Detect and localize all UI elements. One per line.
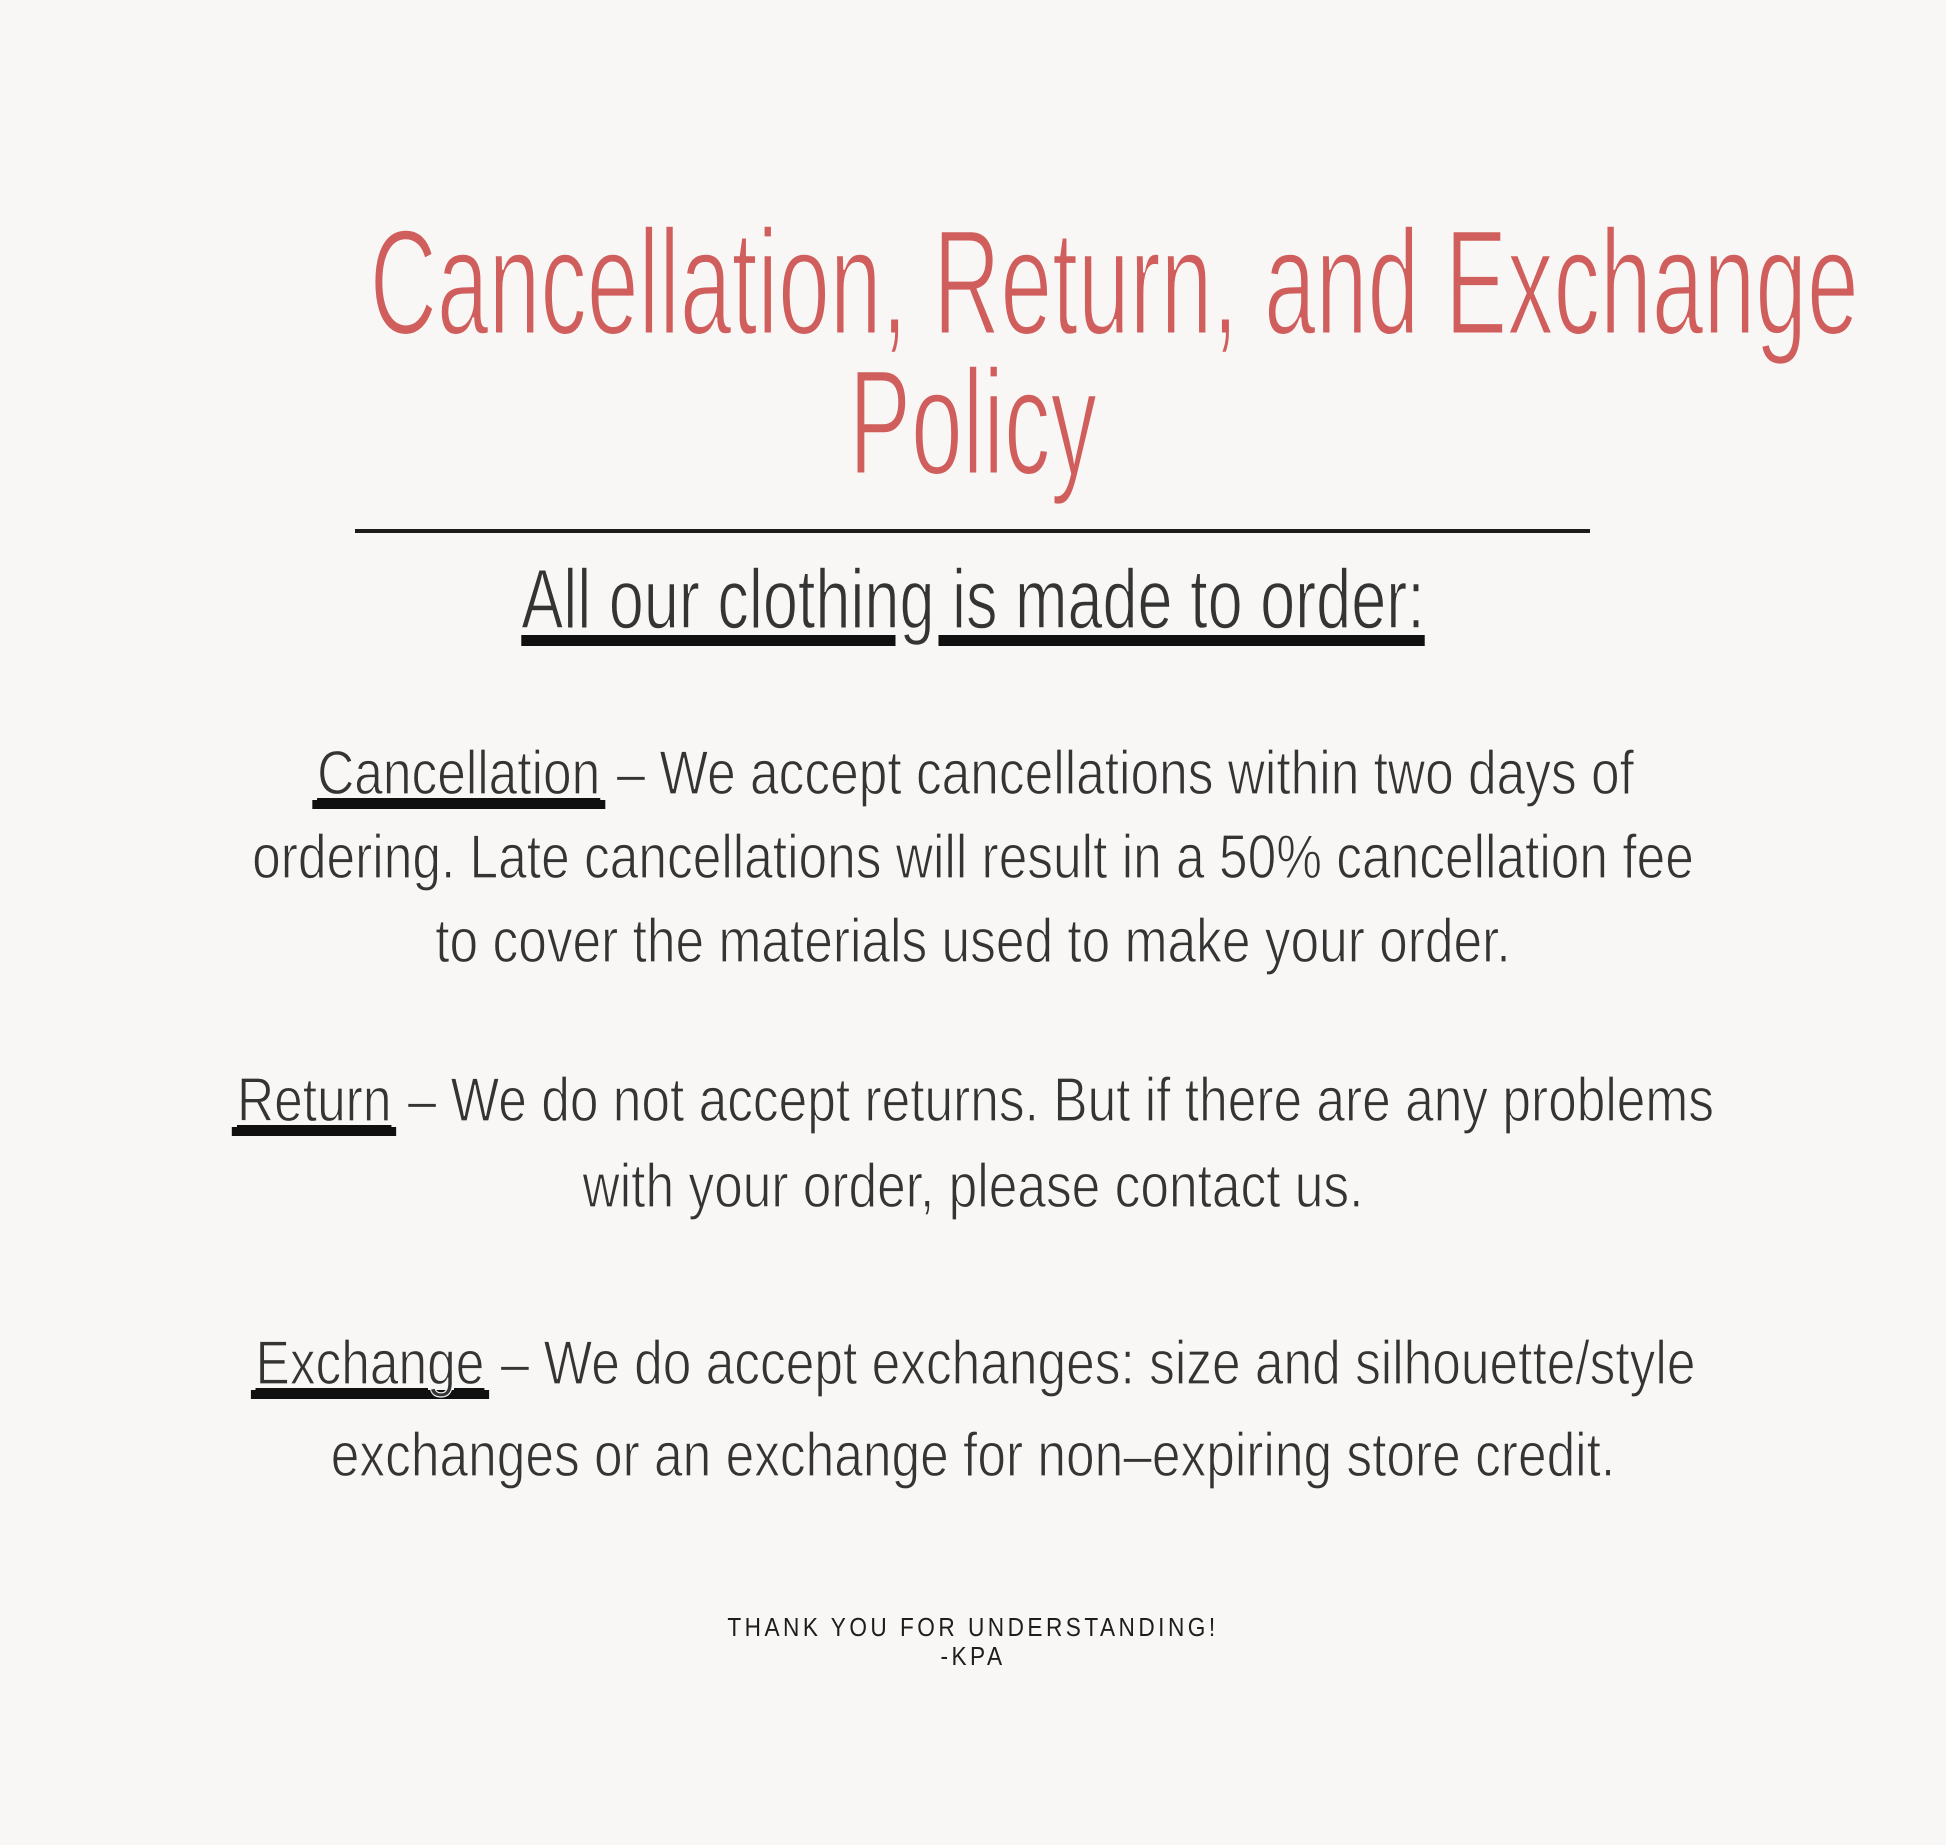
return-keyword: Return (232, 1076, 396, 1136)
cancellation-keyword: Cancellation (312, 749, 605, 809)
cancellation-line-2: ordering. Late cancellations will result in a 50% cancellation fee (252, 823, 1694, 892)
footer (126, 1613, 1819, 1671)
exchange-line-1-text: – We do accept exchanges: size and silhouette/style (500, 1329, 1696, 1398)
return-line-1 (165, 1058, 1780, 1144)
exchange-keyword: Exchange (251, 1339, 490, 1399)
cancellation-line-3: to cover the materials used to make your order. (435, 907, 1511, 976)
exchange-line-1 (165, 1318, 1780, 1410)
footer-signature: -KPA (940, 1641, 1006, 1671)
section-cancellation (165, 732, 1780, 984)
return-line-2: with your order, please contact us. (582, 1152, 1364, 1221)
page-title-line-2: Policy (848, 338, 1098, 506)
page-title-line-1: Cancellation, Return, and Exchange (369, 198, 1859, 366)
cancellation-line-1-text: – We accept cancellations within two days of (616, 739, 1634, 808)
exchange-line-2: exchanges or an exchange for non–expiring store credit. (330, 1421, 1616, 1490)
divider-line (355, 529, 1590, 533)
footer-thanks: THANK YOU FOR UNDERSTANDING! (727, 1612, 1219, 1642)
return-line-1-text: – We do not accept returns. But if there are any problems (407, 1066, 1714, 1135)
subtitle: All our clothing is made to order: (521, 552, 1425, 646)
cancellation-line-1 (165, 732, 1780, 816)
page-title (369, 198, 1859, 506)
section-exchange (165, 1318, 1780, 1502)
section-return (165, 1058, 1780, 1230)
